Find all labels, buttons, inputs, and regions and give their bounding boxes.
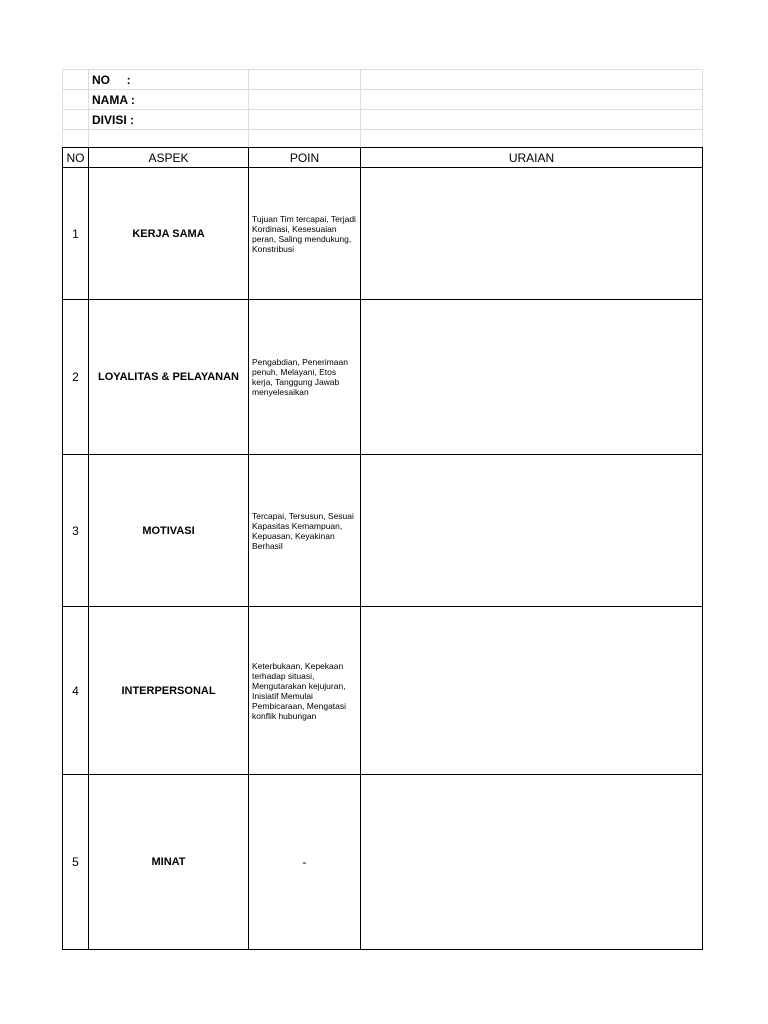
header-poin: POIN bbox=[249, 148, 361, 168]
info-row-divisi bbox=[63, 110, 703, 130]
table-row bbox=[63, 300, 703, 455]
row-uraian-cell[interactable] bbox=[361, 775, 703, 950]
spacer-cell bbox=[63, 130, 89, 148]
nama-label: NAMA : bbox=[89, 90, 249, 110]
no-label: NO : bbox=[89, 70, 249, 90]
table-row bbox=[63, 455, 703, 607]
row-poin: Tercapai, Tersusun, Sesuai Kapasitas Kemampuan, Kepuasan, Keyakinan Berhasil bbox=[249, 455, 361, 607]
spacer-cell bbox=[249, 130, 361, 148]
spacer-cell bbox=[361, 130, 703, 148]
info-cell bbox=[63, 70, 89, 90]
info-cell bbox=[361, 70, 703, 90]
row-poin: Keterbukaan, Kepekaan terhadap situasi, Mengutarakan kejujuran, Inisiatif Memulai Pembicaraan, Mengatasi konflik hubungan bbox=[249, 607, 361, 775]
row-number: 5 bbox=[63, 775, 89, 950]
table-row bbox=[63, 168, 703, 300]
spacer-cell bbox=[89, 130, 249, 148]
row-aspek: MINAT bbox=[89, 775, 249, 950]
header-aspek: ASPEK bbox=[89, 148, 249, 168]
row-aspek: LOYALITAS & PELAYANAN bbox=[89, 300, 249, 455]
row-poin: Pengabdian, Penerimaan penuh, Melayani, Etos kerja, Tanggung Jawab menyelesaikan bbox=[249, 300, 361, 455]
info-cell bbox=[361, 90, 703, 110]
row-uraian-cell[interactable] bbox=[361, 168, 703, 300]
row-number: 2 bbox=[63, 300, 89, 455]
table-header-row bbox=[63, 148, 703, 168]
no-value-cell[interactable] bbox=[249, 70, 361, 90]
spacer-row bbox=[63, 130, 703, 148]
row-poin: Tujuan Tim tercapai, Terjadi Kordinasi, Kesesuaian peran, Saling mendukung, Konstribusi bbox=[249, 168, 361, 300]
row-uraian-cell[interactable] bbox=[361, 607, 703, 775]
divisi-value-cell[interactable] bbox=[249, 110, 361, 130]
row-aspek: INTERPERSONAL bbox=[89, 607, 249, 775]
row-uraian-cell[interactable] bbox=[361, 455, 703, 607]
row-uraian-cell[interactable] bbox=[361, 300, 703, 455]
table-row bbox=[63, 775, 703, 950]
info-row-nama bbox=[63, 90, 703, 110]
header-no: NO bbox=[63, 148, 89, 168]
row-number: 1 bbox=[63, 168, 89, 300]
nama-value-cell[interactable] bbox=[249, 90, 361, 110]
table-row bbox=[63, 607, 703, 775]
row-number: 4 bbox=[63, 607, 89, 775]
divisi-label: DIVISI : bbox=[89, 110, 249, 130]
row-aspek: MOTIVASI bbox=[89, 455, 249, 607]
row-number: 3 bbox=[63, 455, 89, 607]
info-cell bbox=[63, 110, 89, 130]
info-row-no bbox=[63, 70, 703, 90]
info-cell bbox=[361, 110, 703, 130]
header-uraian: URAIAN bbox=[361, 148, 703, 168]
evaluation-form-table bbox=[62, 69, 703, 950]
row-aspek: KERJA SAMA bbox=[89, 168, 249, 300]
info-cell bbox=[63, 90, 89, 110]
row-poin: - bbox=[249, 775, 361, 950]
